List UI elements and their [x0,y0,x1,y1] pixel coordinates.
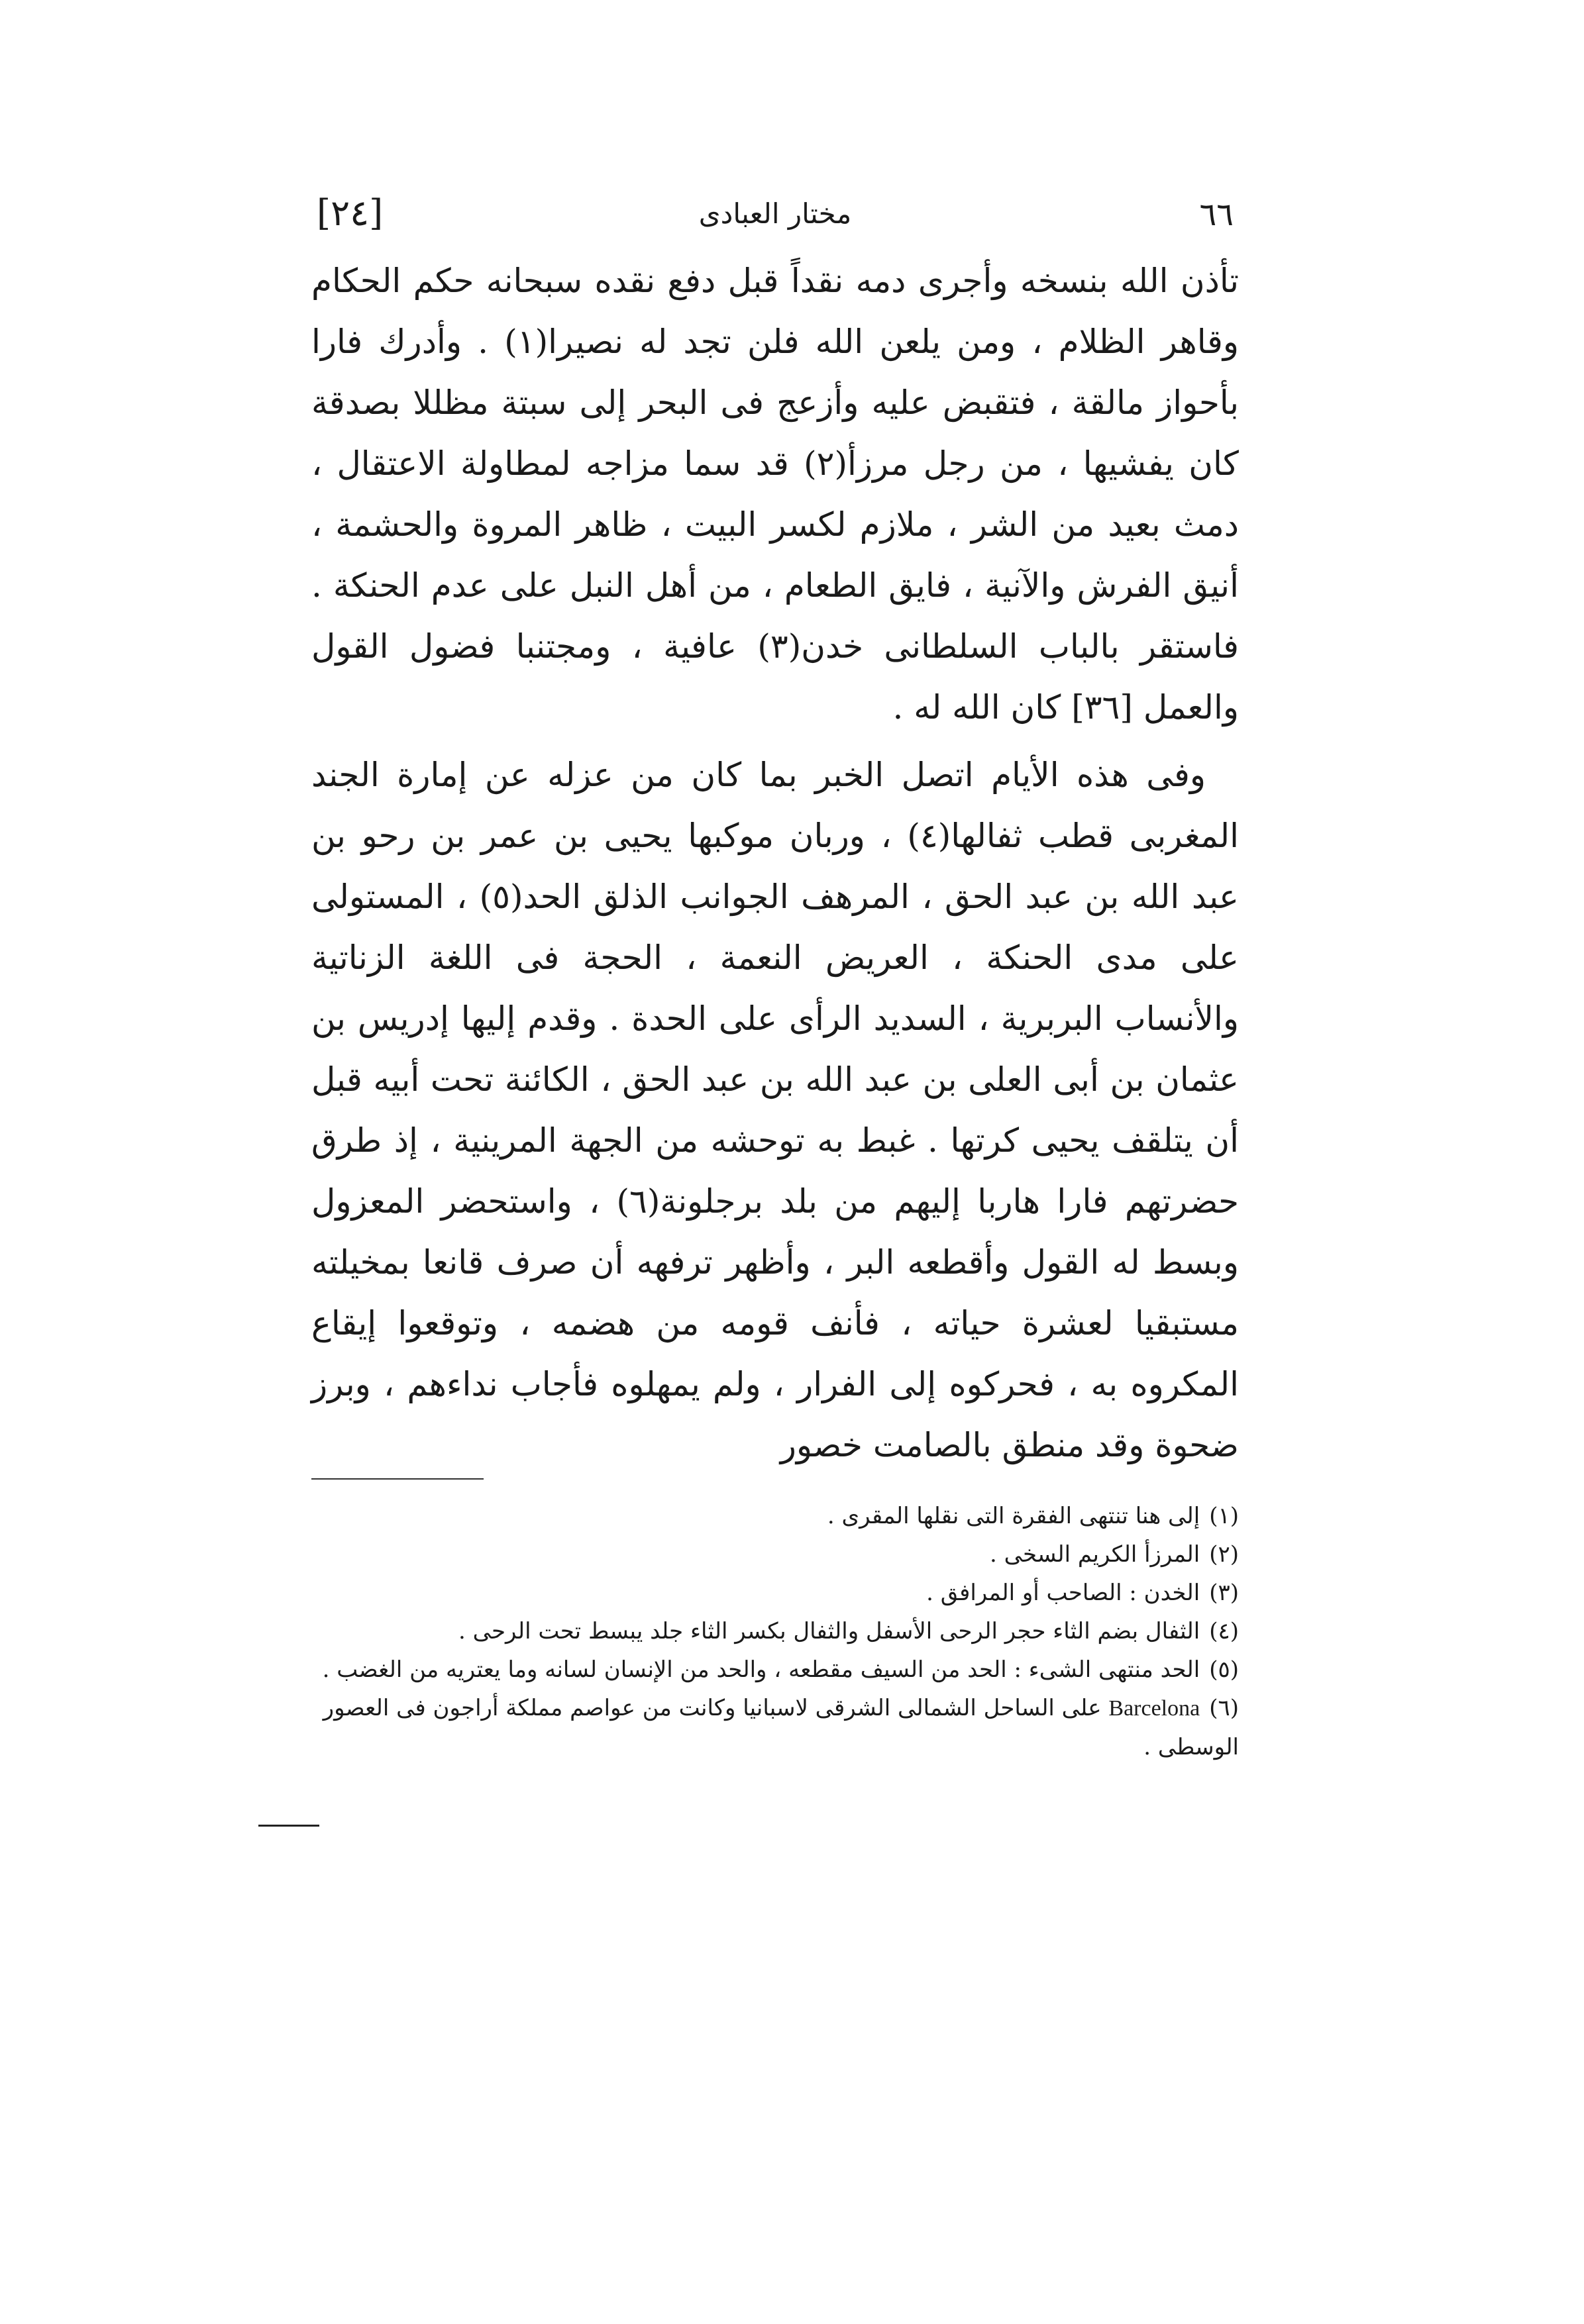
footnote-text: المرزأ الكريم السخى . [990,1541,1200,1568]
footnote-text: الحد منتهى الشىء : الحد من السيف مقطعه ، والحد من الإنسان لسانه وما يعتريه من الغضب . [322,1656,1200,1683]
footnote-text: الثفال بضم الثاء حجر الرحى الأسفل والثفال بكسر الثاء جلد يبسط تحت الرحى . [458,1618,1200,1644]
footnote-number: (٢) [1209,1541,1239,1568]
running-title: مختار العبادى [698,197,852,230]
document-page [311,179,1240,1760]
footnote-text: على الساحل الشمالى الشرقى لاسبانيا وكانت من عواصم مملكة أراجون فى العصور الوسطى . [323,1695,1239,1760]
footnote-text: إلى هنا تنتهى الفقرة التى نقلها المقرى . [827,1503,1200,1529]
footnote-number: (٤) [1209,1618,1239,1644]
footnote-number: (٣) [1209,1580,1239,1606]
footnote-divider [311,1478,484,1480]
footnote-latin-term: Barcelona [1108,1696,1200,1721]
footnote-1 [311,1497,1239,1535]
footnote-number: (٦) [1209,1695,1239,1721]
footnote-text: الخدن : الصاحب أو المرافق . [926,1580,1200,1606]
footnote-number: (٥) [1209,1656,1239,1683]
paragraph-2: وفى هذه الأيام اتصل الخبر بما كان من عزله عن إمارة الجند المغربى قطب ثفالها(٤) ، وربان موكبها يحيى بن عمر بن رحو بن عبد الله بن عبد الحق ، المرهف الجوانب الذلق الحد(٥) ، المستولى على مدى الحنكة ، العريض النعمة ، الحجة فى اللغة الزناتية والأنساب البربرية ، السديد الرأى على الحدة . وقدم إليها إدريس بن عثمان بن أبى العلى بن عبد الله بن عبد الحق ، الكائنة تحت أبيه قبل أن يتلقف يحيى كرتها . غبط به توحشه من الجهة المرينية ، إذ طرق حضرتهم فارا هاربا إليهم من بلد برجلونة(٦) ، واستحضر المعزول وبسط له القول وأقطعه البر ، وأظهر ترفهه أن صرف قانعا بمخيلته مستبقيا لعشرة حياته ، فأنف قومه من هضمه ، وتوقعوا إيقاع المكروه به ، فحركوه إلى الفرار ، ولم يمهلوه فأجاب نداءهم ، وبرز ضحوة وقد منطق بالصامت خصور [311,756,1240,1464]
footnote-3 [311,1574,1239,1612]
footnote-2 [311,1535,1239,1574]
running-header [311,192,1239,245]
page-edge-mark [258,1825,319,1827]
body-text [311,250,1239,1476]
section-marker: [٢٤] [317,192,384,234]
paragraph-1: تأذن الله بنسخه وأجرى دمه نقداً قبل دفع نقده سبحانه حكم الحكام وقاهر الظلام ، ومن يلعن الله فلن تجد له نصيرا(١) . وأدرك فارا بأحواز مالقة ، فتقبض عليه وأزعج فى البحر إلى سبتة مظللا بصدقة كان يفشيها ، من رجل مرزأ(٢) قد سما مزاجه لمطاولة الاعتقال ، دمث بعيد من الشر ، ملازم لكسر البيت ، ظاهر المروة والحشمة ، أنيق الفرش والآنية ، فايق الطعام ، من أهل النبل على عدم الحنكة . فاستقر بالباب السلطانى خدن(٣) عافية ، ومجتنبا فضول القول والعمل [٣٦] كان الله له . [311,262,1239,727]
footnote-number: (١) [1209,1503,1239,1529]
footnotes [311,1497,1239,1766]
footnote-5 [311,1650,1239,1689]
footnote-6 [311,1689,1239,1766]
footnote-4 [311,1612,1239,1650]
page-number: ٦٦ [1199,196,1234,233]
